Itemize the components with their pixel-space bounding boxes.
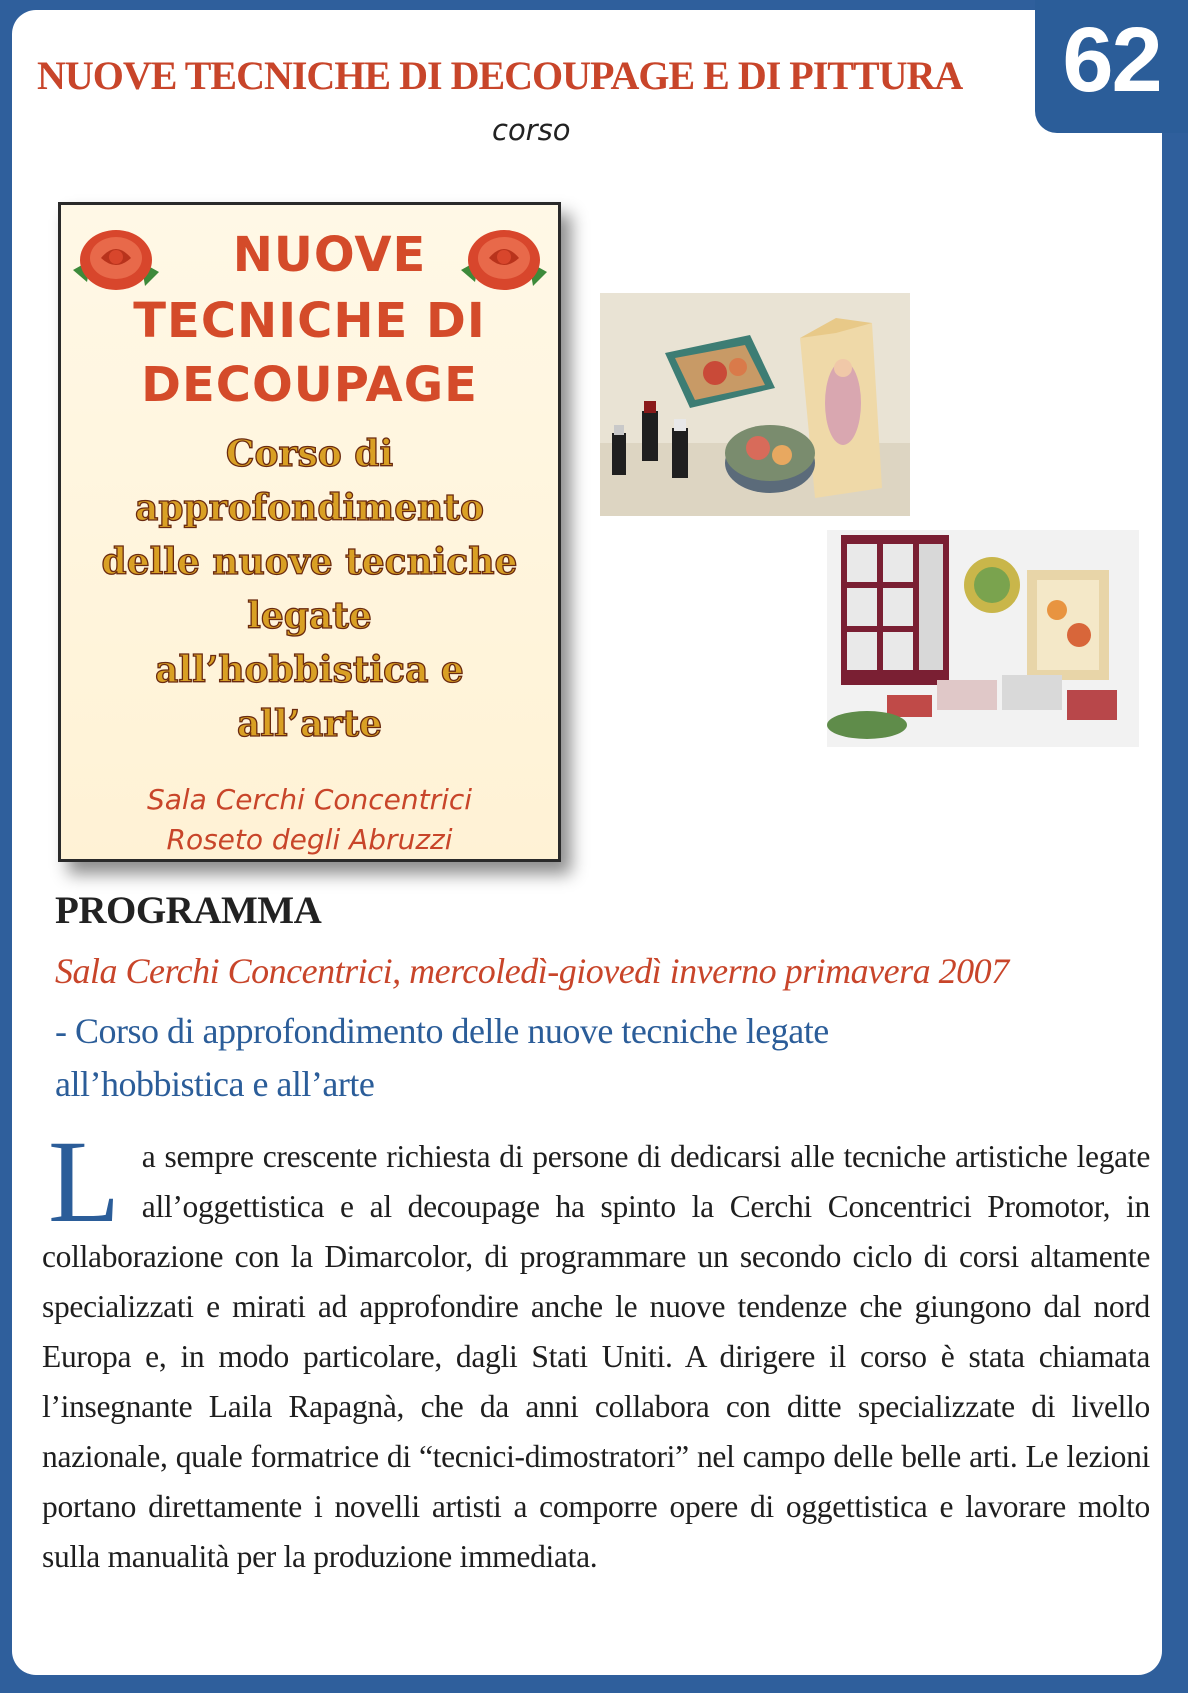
poster-body-line: all’arte xyxy=(236,703,383,745)
article-text: a sempre crescente richiesta di persone di dedicarsi alle tecniche artistiche legate all’oggettistica e al decoupage ha spinto la Cerchi Concentrici Promotor, in collaborazione con la Dimarcolor, di programmare un secondo ciclo di corsi altamente specializzati e mirati ad approfondire anche le nuove tendenze che giungono dal nord Europa e, in modo particolare, dagli Stati Uniti. A dirigere il corso è stata chiamata l’insegnante Laila Rapagnà, che da anni collabora con ditte specializzate di livello nazionale, quale formatrice di “tecnici-dimostratori” nel campo delle belle arti. Le lezioni portano direttamente i novelli artisti a comporre opere di oggettistica e lavorare molto sulla manualità per la produzione immediata. xyxy=(42,1139,1150,1574)
poster-venue xyxy=(61,780,558,860)
programma-description: - Corso di approfondimento delle nuove tecniche legate all’hobbistica e all’arte xyxy=(55,1011,829,1104)
poster-venue-line: Roseto degli Abruzzi xyxy=(166,823,453,856)
dropcap: L xyxy=(48,1116,120,1247)
poster-body-line: delle nuove tecniche xyxy=(101,541,518,583)
article-body xyxy=(42,1116,1150,1582)
page-number: 62 xyxy=(1035,0,1188,133)
poster-heading-line: NUOVE xyxy=(232,227,427,283)
course-poster xyxy=(58,202,561,862)
poster-heading-line: DECOUPAGE xyxy=(141,357,478,413)
poster-body xyxy=(61,427,558,751)
poster-body-line: all’hobbistica e xyxy=(155,649,464,691)
programma-heading: PROGRAMMA xyxy=(55,889,322,932)
poster-body-line: legate xyxy=(247,595,372,637)
poster-venue-line: Sala Cerchi Concentrici xyxy=(146,783,473,816)
poster-body-line: approfondimento xyxy=(135,487,484,529)
page-subtitle: corso xyxy=(492,113,571,147)
decoupage-display-photo xyxy=(827,530,1139,747)
page-title: NUOVE TECNICHE DI DECOUPAGE E DI PITTURA xyxy=(37,53,963,98)
decoupage-boxes-photo xyxy=(600,293,910,516)
page-card xyxy=(12,10,1162,1675)
programma-venue-date: Sala Cerchi Concentrici, mercoledì-giovedì inverno primavera 2007 xyxy=(55,951,1009,991)
poster-body-line: Corso di xyxy=(225,433,394,475)
poster-heading-line: TECNICHE DI xyxy=(133,293,486,349)
